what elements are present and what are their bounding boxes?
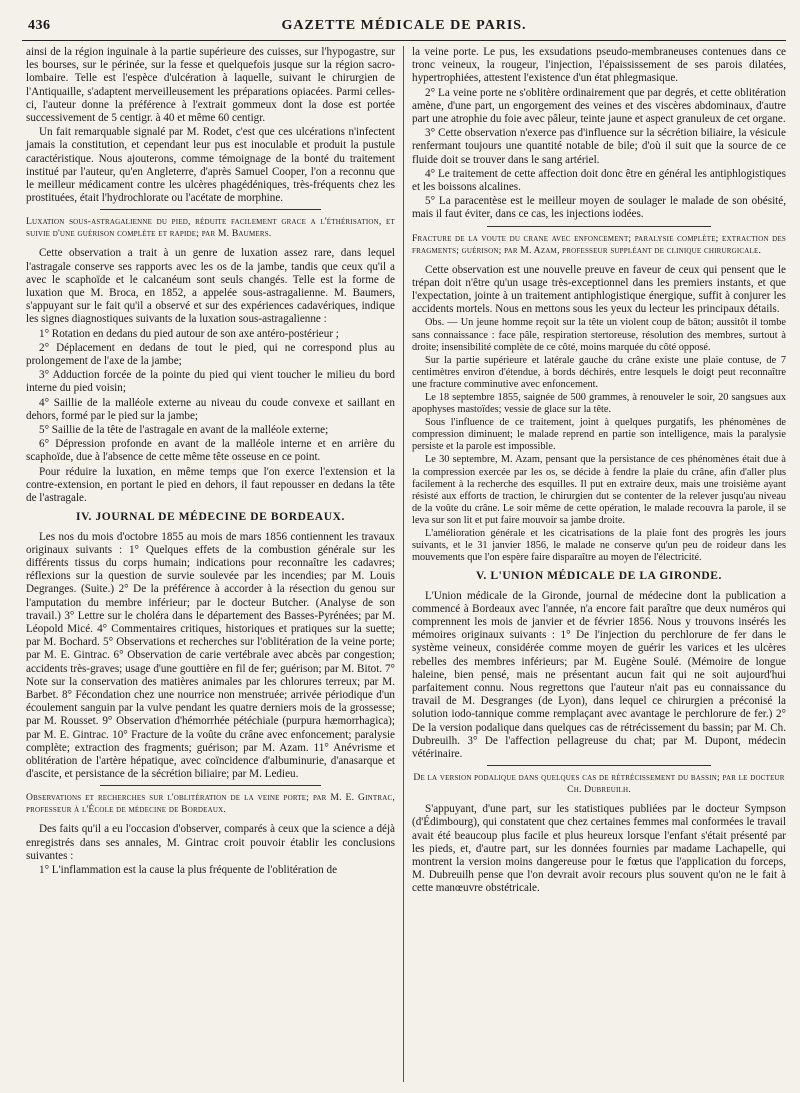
page-number: 436: [28, 18, 51, 33]
paragraph: S'appuyant, d'une part, sur les statistiques publiées par le docteur Sympson (d'Édimbourg), qui constatent que chez certaines femmes mal conformées le travail avait été beaucoup plus facile et plus heureux lorsque l'enfant s'était présenté par les pieds, et, d'autre part, sur les données fournies par madame Lachapelle, qui montrent la version moins dangereuse pour le fœtus que l'application du forceps, M. Dubreuilh pense que l'on devrait avoir recours plus souvent qu'on ne le fait à cette manœuvre obstétricale.: [412, 803, 786, 895]
observation-text: Obs. — Un jeune homme reçoit sur la tête un violent coup de bâton; aussitôt il tombe sans connaissance : face pâle, respiration stertoreuse, résolution des membres, surtout à droite; insensibilité complète de ce côté, moins marquée du côté opposé.: [412, 317, 786, 353]
list-item: 4° Saillie de la malléole externe au niveau du coude convexe et saillant en dehors, formé par le pied sur la jambe;: [26, 396, 395, 422]
article-heading: Fracture de la voute du crane avec enfoncement; paralysie complète; extraction des fragments; guérison; par M. Azam, professeur suppléant de clinique chirurgicale.: [412, 232, 786, 256]
journal-title: GAZETTE MÉDICALE DE PARIS.: [281, 18, 527, 33]
list-item: 1° Rotation en dedans du pied autour de son axe antéro-postérieur ;: [39, 327, 339, 340]
separator-rule: [487, 226, 711, 227]
observation-text: L'amélioration générale et les cicatrisations de la plaie font des progrès les jours suivants, et le 31 janvier 1856, le malade ne conserve qu'un peu de roideur dans les mouvements que l'on espère faire disparaître au moyen de l'électricité.: [412, 528, 786, 564]
observation-text: Le 30 septembre, M. Azam, pensant que la persistance de ces phénomènes était due à la compression exercée par les os, se décide à fendre la plaie du crâne, afin d'aller plus facilement à la recherche des esquilles. Il put en extraire deux, mais une troisième ayant résisté aux efforts de traction, le chirurgien dut se contenter de la relever jusqu'au niveau de la voûte du crâne. Le soir même de cette opération, le malade recouvra la parole, il se leva sur son lit et put faire mouvoir sa jambe droite.: [412, 454, 786, 526]
paragraph: Cette observation a trait à un genre de luxation assez rare, dans lequel l'astragale conserve ses rapports avec les os de la jambe, tandis que ceux qu'il a avec le scaphoïde et le calcanéum sont seuls changés. Telle est la forme de luxation que M. Broca, en 1852, a appelée sous-astragalienne. M. Baumers, s'appuyant sur le fait qu'il a observé et sur des expériences cadavériques, indique les signes diagnostiques suivants de la luxation sous-astragalienne :: [26, 247, 395, 326]
list-item: 3° Adduction forcée de la pointe du pied qui vient toucher le milieu du bord interne du pied voisin;: [26, 369, 395, 395]
article-heading: Luxation sous-astragalienne du pied, réduite facilement grace a l'éthérisation, et suivie d'une guérison complète et rapide; par M. Baumers.: [26, 216, 395, 240]
left-column: [26, 46, 395, 878]
separator-rule: [100, 785, 321, 786]
paragraph: la veine porte. Le pus, les exsudations pseudo-membraneuses contenues dans ce tronc veineux, la rougeur, l'injection, l'épaississement de ses parois dilatées, hypertrophiées, attestent l'existence d'un état phlegmasique.: [412, 46, 786, 85]
right-column: [412, 46, 786, 897]
paragraph: Des faits qu'il a eu l'occasion d'observer, comparés à ceux que la science a déjà enregistrés dans ses annales, M. Gintrac croit pouvoir établir les conclusions suivantes :: [26, 823, 395, 862]
list-item: 6° Dépression profonde en avant de la malléole interne et en arrière du scaphoïde, due à l'absence de cette même tête osseuse en ce point.: [26, 438, 395, 464]
separator-rule: [100, 209, 321, 210]
paragraph: Les nos du mois d'octobre 1855 au mois de mars 1856 contiennent les travaux originaux suivants : 1° Quelques effets de la combustion générale sur les différents tissus du corps humain; indications pour reconnaître les cadavres; réflexions sur la question de survie soulevée par les incendies; par M. Louis Degranges. (Suite.) 2° De la préférence à accorder à la résection du genou sur l'amputation du membre inférieur; par le docteur Butcher. (Analyse de son travail.) 3° Lettre sur le choléra dans le département des Basses-Pyrénées; par M. Léopold Micé. 4° Commentaires critiques, historiques et pratiques sur la suette; par M. Bochard. 5° Observations et recherches sur l'oblitération de la veine porte; par M. E. Gintrac. 6° Observation de carie vertébrale avec abcès par congestion; accidents très-graves; usage d'une gouttière en fil de fer; guérison; par M. Bitot. 7° Note sur la conservation des matières animales par les chlorures terreux; par M. Barbet. 8° Fécondation chez une nourrice non menstruée; arrivée périodique d'un écoulement sanguin par la vulve pendant les quatre derniers mois de la grossesse; par M. Rousset. 9° Observation d'hémorrhée pétéchiale (purpura hæmorrhagica); par M. E. Gintrac. 10° Fracture de la voûte du crâne avec enfoncement; paralysie complète; extraction des fragments; guérison; par M. Azam. 11° Anévrisme et oblitération de l'artère hépatique, avec coïncidence d'albuminurie, d'anasarque et d'ascite, et persistance de la sécrétion biliaire; par M. Ledieu.: [26, 530, 395, 781]
paragraph: Cette observation est une nouvelle preuve en faveur de ceux qui pensent que le trépan doit n'être qu'un usage très-exceptionnel dans les premiers instants, et que l'expectation, jointe à un traitement antiphlogistique énergique, suffit à conjurer les accidents mortels. Nous en mettons sous les yeux du lecteur les principaux détails.: [412, 263, 786, 316]
paragraph: L'Union médicale de la Gironde, journal de médecine dont la publication a commencé à Bordeaux avec l'année, n'a encore fait paraître que deux numéros qui comprennent les mois de janvier et de février 1856. Nous y trouvons insérés les mémoires originaux suivants : 1° De l'injection du perchlorure de fer dans le système veineux, considérée comme moyen de guérir les varices et les ulcères rebelles des membres inférieurs; par M. Eugène Soulé. (Mémoire de longue haleine, bien pensé, mais ne présentant aucun fait qui ne soit aujourd'hui parfaitement connu. Nous regrettons que l'auteur n'ait pas eu connaissance du travail de M. Desgranges (de Lyon), dans lequel ce chirurgien a préconisé la solution iodo-tannique comme remplaçant avec avantage le perchlorure de fer.) 2° De la version podalique dans quelques cas de rétrécissement du bassin; par M. Ch. Dubreuilh. 3° De l'affection pellagreuse du chat; par M. Dupont, médecin vétérinaire.: [412, 589, 786, 760]
list-item: 5° Saillie de la tête de l'astragale en avant de la malléole externe;: [39, 424, 329, 437]
observation-text: Sous l'influence de ce traitement, joint à quelques purgatifs, les phénomènes de compression diminuent; le malade reprend en partie son intelligence, mais la paralysie persiste et la parole est impossible.: [412, 417, 786, 453]
paragraph: 2° La veine porte ne s'oblitère ordinairement que par degrés, et cette oblitération amène, d'une part, un engorgement des veines et des viscères abdominaux, d'autre part une atrophie du foie avec pâleur, teinte jaune et aspect granuleux de cet organe.: [412, 86, 786, 126]
paragraph: 4° Le traitement de cette affection doit donc être en général les antiphlogistiques et les boissons alcalines.: [412, 167, 786, 194]
list-item: 2° Déplacement en dedans de tout le pied, qui ne correspond plus au prolongement de l'axe de la jambe;: [26, 341, 395, 368]
paragraph: 3° Cette observation n'exerce pas d'influence sur la sécrétion biliaire, la vésicule renfermant toujours une quantité notable de bile; d'où il suit que la source de ce fluide doit se trouver dans le sang artériel.: [412, 127, 786, 166]
observation-text: Sur la partie supérieure et latérale gauche du crâne existe une plaie contuse, de 7 centimètres environ d'étendue, à bords déchirés, entre lesquels le doigt peut reconnaître une fracture comminutive avec enfoncement.: [412, 354, 786, 390]
section-heading: IV. JOURNAL DE MÉDECINE DE BORDEAUX.: [76, 511, 345, 524]
column-divider: [403, 46, 404, 1082]
paragraph: Un fait remarquable signalé par M. Rodet, c'est que ces ulcérations n'infectent jamais la constitution, et cependant leur pus est inoculable et produit la pustule caractéristique. Nous ajouterons, comme témoignage de la bonté du traitement institué par l'auteur, qu'en Angleterre, d'après Samuel Cooper, l'on a reconnu que le meilleur médicament contre les ulcères phagédéniques, très-fréquents chez les prostituées, était l'hydrochlorate ou l'acétate de morphine.: [26, 126, 395, 205]
separator-rule: [487, 765, 711, 766]
paragraph: ainsi de la région inguinale à la partie supérieure des cuisses, sur l'hypogastre, sur les bourses, sur le périnée, sur la fesse et quelquefois jusque sur la région sacro-lombaire. Telle est l'espèce d'ulcération à laquelle, suivant le chirurgien de l'Antiquaille, s'adaptent merveilleusement les préparations opiacées. Parmi celles-ci, l'auteur donne la préférence à l'extrait gommeux dont la dose est portée successivement de 5 centigr. à 40 et même 60 centigr.: [26, 46, 395, 125]
observation-text: Le 18 septembre 1855, saignée de 500 grammes, à renouveler le soir, 20 sangsues aux apophyses mastoïdes; vessie de glace sur la tête.: [412, 392, 786, 416]
article-heading: Observations et recherches sur l'oblitération de la veine porte; par M. E. Gintrac, professeur à l'École de médecine de Bordeaux.: [26, 792, 395, 816]
paragraph: 5° La paracentèse est le meilleur moyen de soulager le malade de son obésité, mais il faut éviter, dans ce cas, les injections iodées.: [412, 195, 786, 221]
section-heading: V. L'UNION MÉDICALE DE LA GIRONDE.: [475, 570, 723, 583]
page-header: [22, 10, 786, 41]
paragraph: 1° L'inflammation est la cause la plus fréquente de l'oblitération de: [39, 863, 338, 876]
article-heading: De la version podalique dans quelques cas de rétrécissement du bassin; par le docteur Ch. Dubreuilh.: [413, 772, 785, 796]
paragraph: Pour réduire la luxation, en même temps que l'on exerce l'extension et la contre-extension, en portant le pied en dehors, il faut repousser en dedans la tête de l'astragale.: [26, 465, 395, 505]
